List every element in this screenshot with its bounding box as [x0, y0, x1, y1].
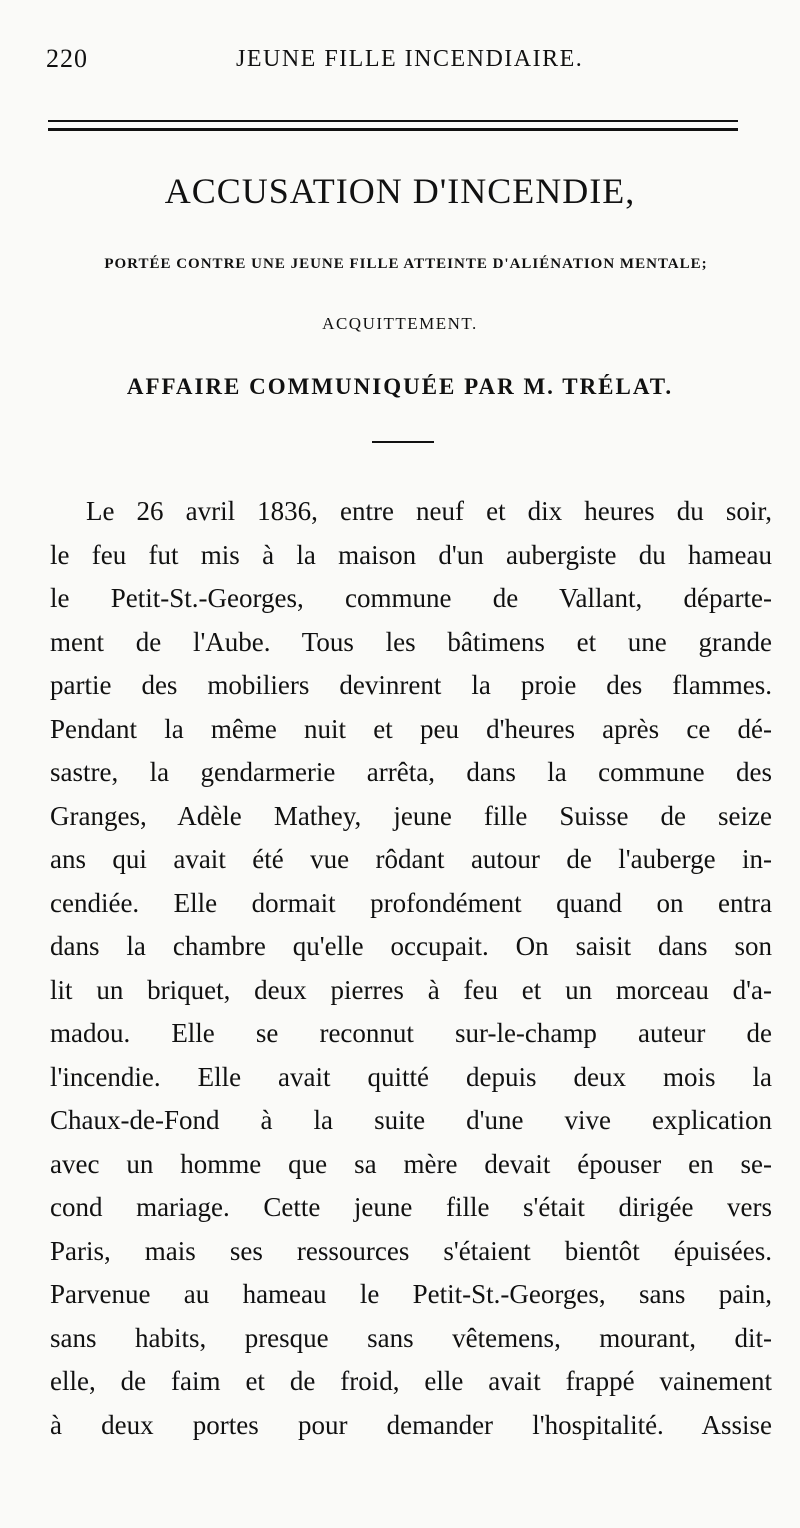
- text-line: l'incendie. Elle avait quitté depuis deux mois la: [50, 1061, 772, 1092]
- header-double-rule: [48, 120, 738, 131]
- text-line: lit un briquet, deux pierres à feu et un morceau d'a-: [50, 974, 772, 1005]
- text-line: elle, de faim et de froid, elle avait frappé vainement: [50, 1366, 772, 1396]
- article-verdict: ACQUITTEMENT.: [322, 314, 478, 333]
- text-line: Le 26 avril 1836, entre neuf et dix heures du soir,: [86, 496, 772, 526]
- text-line: Pendant la même nuit et peu d'heures après ce dé-: [50, 713, 772, 744]
- text-line: dans la chambre qu'elle occupait. On saisit dans son: [50, 931, 772, 961]
- text-line: Chaux-de-Fond à la suite d'une vive explication: [50, 1105, 772, 1135]
- body-text: [50, 490, 772, 1447]
- text-line: sastre, la gendarmerie arrêta, dans la commune des: [50, 757, 772, 787]
- text-line: à deux portes pour demander l'hospitalité. Assise: [50, 1409, 772, 1440]
- text-line: sans habits, presque sans vêtemens, mourant, dit-: [50, 1322, 772, 1353]
- text-line: Parvenue au hameau le Petit-St.-Georges, sans pain,: [50, 1279, 772, 1309]
- article-subtitle: PORTÉE CONTRE UNE JEUNE FILLE ATTEINTE D'ALIÉNATION MENTALE;: [104, 256, 708, 272]
- text-line: le feu fut mis à la maison d'un aubergiste du hameau: [50, 539, 772, 570]
- text-line: Paris, mais ses ressources s'étaient bientôt épuisées.: [50, 1235, 772, 1266]
- running-head: [46, 44, 740, 80]
- article-attribution: AFFAIRE COMMUNIQUÉE PAR M. TRÉLAT.: [126, 374, 674, 399]
- text-line: madou. Elle se reconnut sur-le-champ auteur de: [50, 1018, 772, 1048]
- running-title: JEUNE FILLE INCENDIAIRE.: [236, 46, 584, 72]
- article-title: ACCUSATION D'INCENDIE,: [164, 171, 636, 211]
- text-line: cendiée. Elle dormait profondément quand on entra: [50, 887, 772, 918]
- text-line: Granges, Adèle Mathey, jeune fille Suisse de seize: [50, 800, 772, 831]
- text-line: avec un homme que sa mère devait épouser en se-: [50, 1148, 772, 1179]
- page-number: 220: [46, 44, 88, 73]
- text-line: ans qui avait été vue rôdant autour de l'auberge in-: [50, 844, 772, 874]
- text-line: partie des mobiliers devinrent la proie des flammes.: [50, 670, 772, 700]
- section-divider: [372, 441, 434, 443]
- text-line: ment de l'Aube. Tous les bâtimens et une grande: [50, 626, 772, 657]
- text-line: cond mariage. Cette jeune fille s'était dirigée vers: [50, 1192, 772, 1222]
- text-line: le Petit-St.-Georges, commune de Vallant, départe-: [50, 583, 772, 613]
